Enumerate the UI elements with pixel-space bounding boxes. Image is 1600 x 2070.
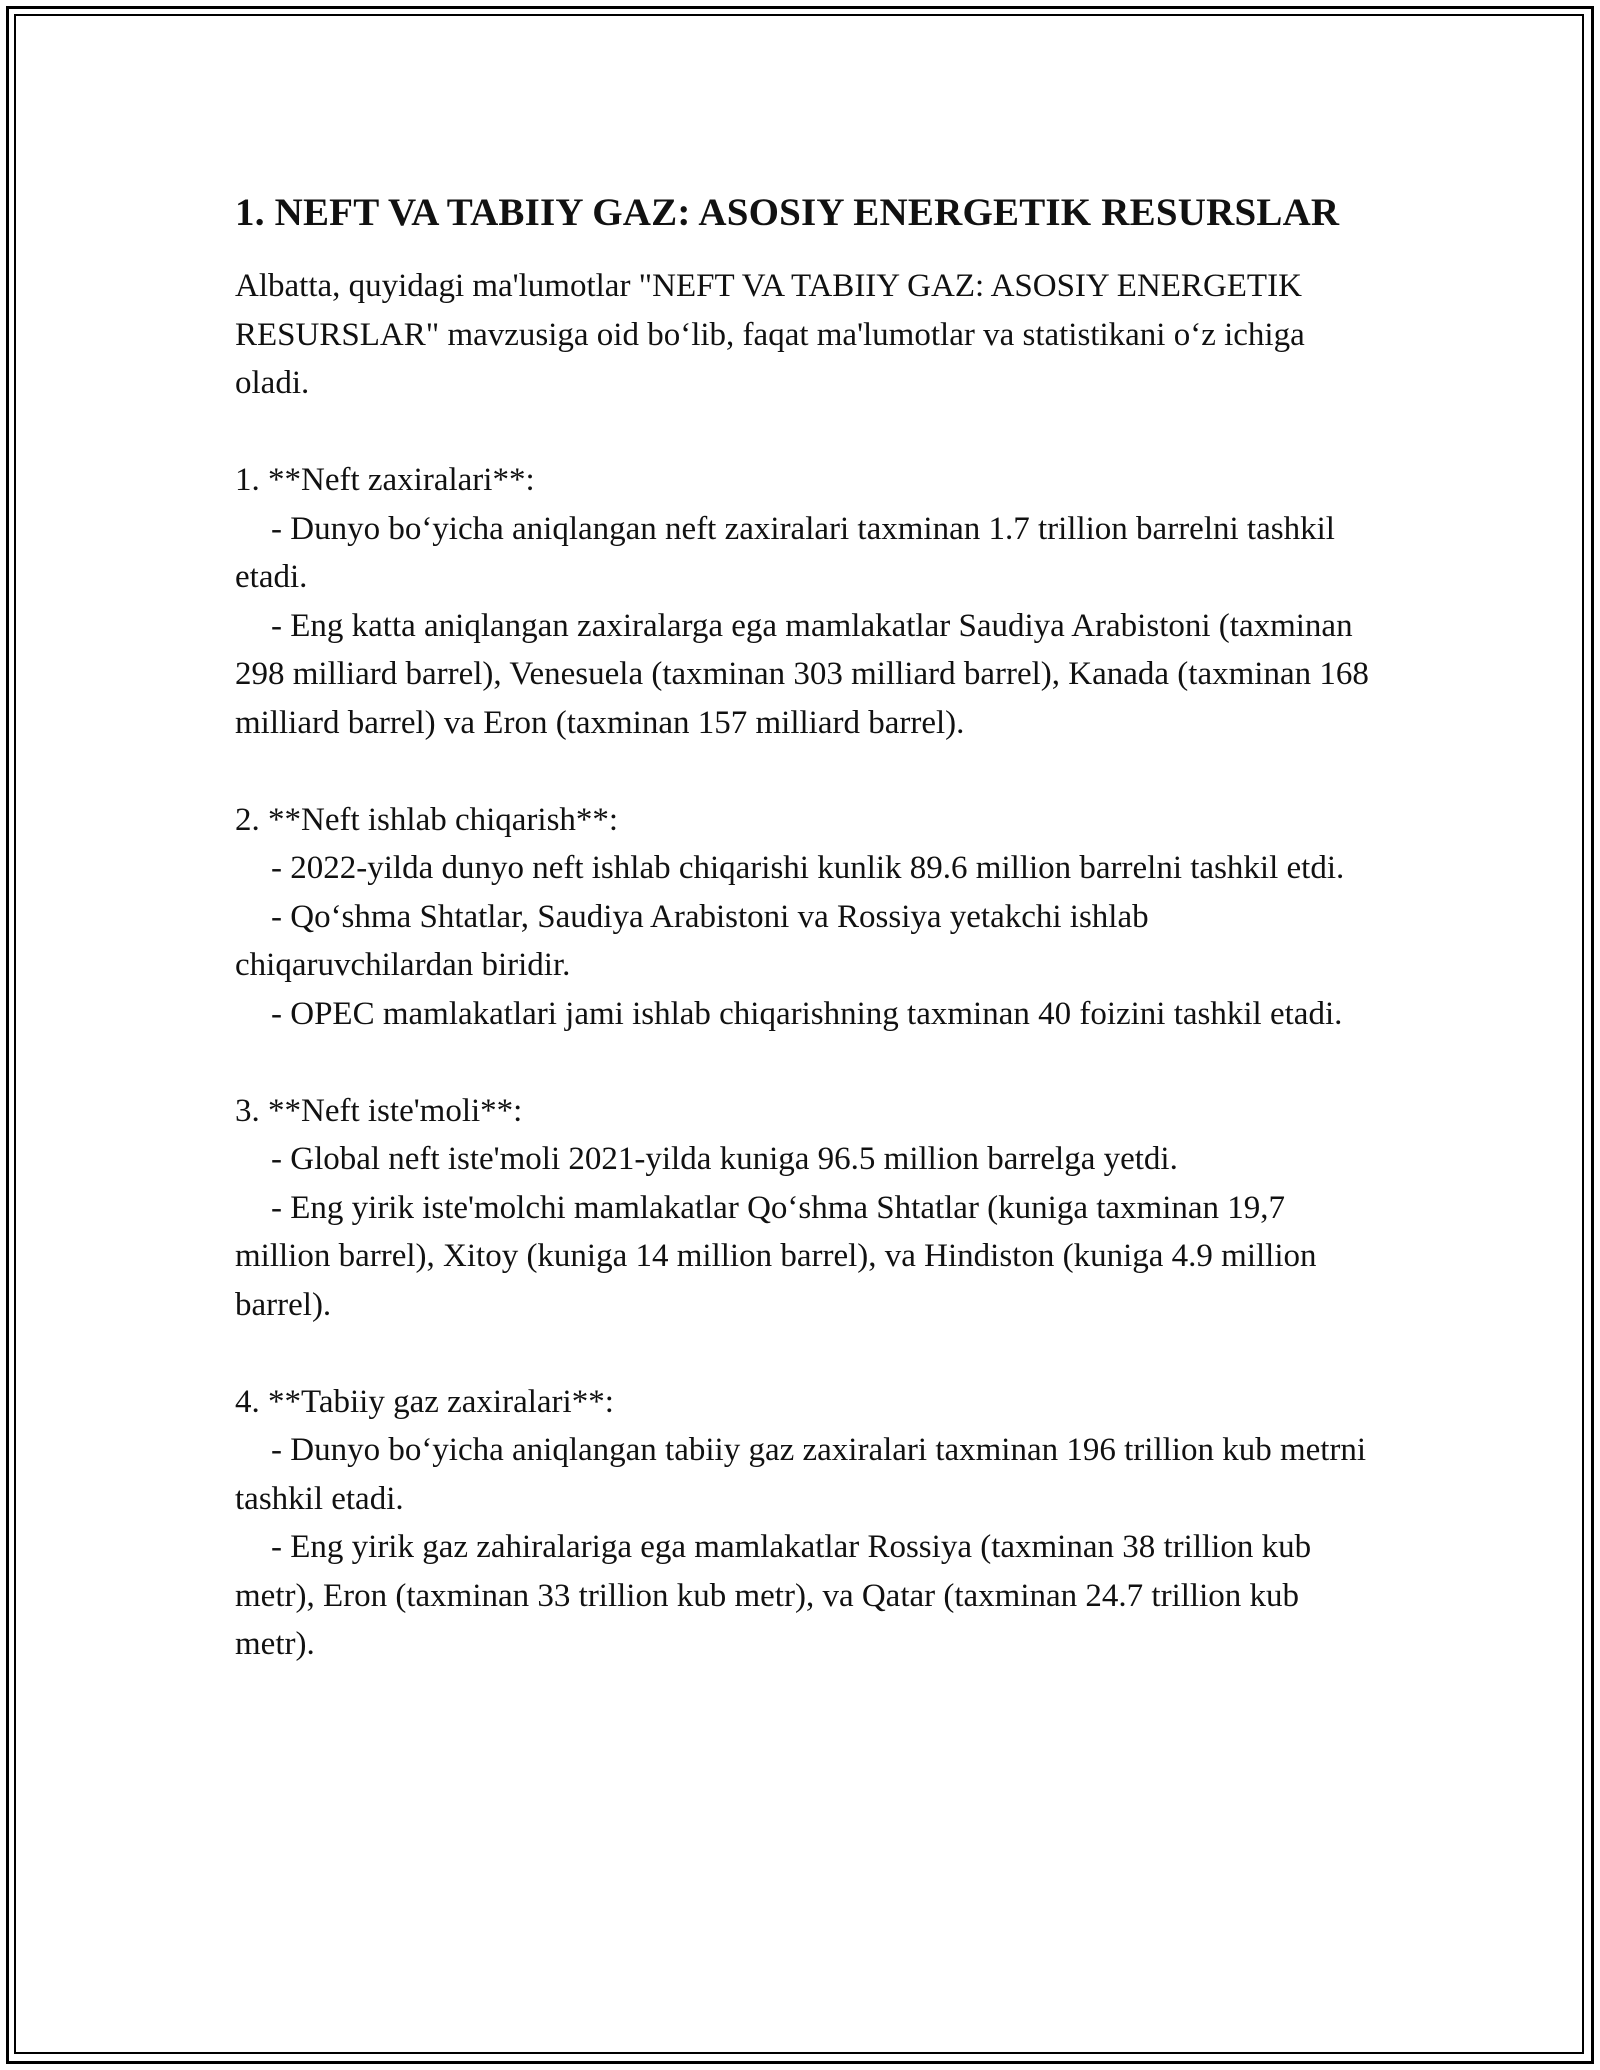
section-neft-ishlab-chiqarish (235, 796, 1375, 1039)
bullet-item: - Dunyo bo‘yicha aniqlangan tabiiy gaz zaxiralari taxminan 196 trillion kub metrni tashkil etadi. (235, 1432, 1367, 1517)
section-neft-istemoli (235, 1087, 1375, 1330)
bullet-item: - OPEC mamlakatlari jami ishlab chiqarishning taxminan 40 foizini tashkil etadi. (271, 995, 1343, 1032)
bullet-item: - Qo‘shma Shtatlar, Saudiya Arabistoni va Rossiya yetakchi ishlab chiqaruvchilardan biridir. (235, 898, 1149, 983)
document-title: 1. NEFT VA TABIIY GAZ: ASOSIY ENERGETIK RESURSLAR (235, 191, 1340, 234)
bullet-item: - 2022-yilda dunyo neft ishlab chiqarishi kunlik 89.6 million barrelni tashkil etdi. (271, 850, 1345, 886)
bullet-item: - Eng yirik iste'molchi mamlakatlar Qo‘shma Shtatlar (kuniga taxminan 19,7 million barrel), Xitoy (kuniga 14 million barrel), va Hindiston (kuniga 4.9 million barrel). (235, 1189, 1317, 1323)
section-tabiiy-gaz-zaxiralari (235, 1378, 1375, 1669)
section-heading: 2. **Neft ishlab chiqarish**: (235, 801, 619, 838)
section-heading: 3. **Neft iste'moli**: (235, 1092, 523, 1129)
document-body (235, 185, 1375, 1669)
section-heading: 1. **Neft zaxiralari**: (235, 462, 535, 498)
section-neft-zaxiralari (235, 456, 1375, 747)
intro-paragraph: Albatta, quyidagi ma'lumotlar "NEFT VA TABIIY GAZ: ASOSIY ENERGETIK RESURSLAR" mavzusiga oid bo‘lib, faqat ma'lumotlar va statistikani o‘z ichiga oladi. (235, 268, 1305, 401)
bullet-item: - Global neft iste'moli 2021-yilda kuniga 96.5 million barrelga yetdi. (271, 1141, 1178, 1177)
bullet-item: - Dunyo bo‘yicha aniqlangan neft zaxiralari taxminan 1.7 trillion barrelni tashkil etadi. (235, 510, 1335, 595)
section-heading: 4. **Tabiiy gaz zaxiralari**: (235, 1383, 614, 1420)
bullet-item: - Eng yirik gaz zahiralariga ega mamlakatlar Rossiya (taxminan 38 trillion kub metr), Eron (taxminan 33 trillion kub metr), va Qatar (taxminan 24.7 trillion kub metr). (235, 1529, 1312, 1662)
bullet-item: - Eng katta aniqlangan zaxiralarga ega mamlakatlar Saudiya Arabistoni (taxminan 298 milliard barrel), Venesuela (taxminan 303 milliard barrel), Kanada (taxminan 168 milliard barrel) va Eron (taxminan 157 milliard barrel). (235, 607, 1369, 741)
